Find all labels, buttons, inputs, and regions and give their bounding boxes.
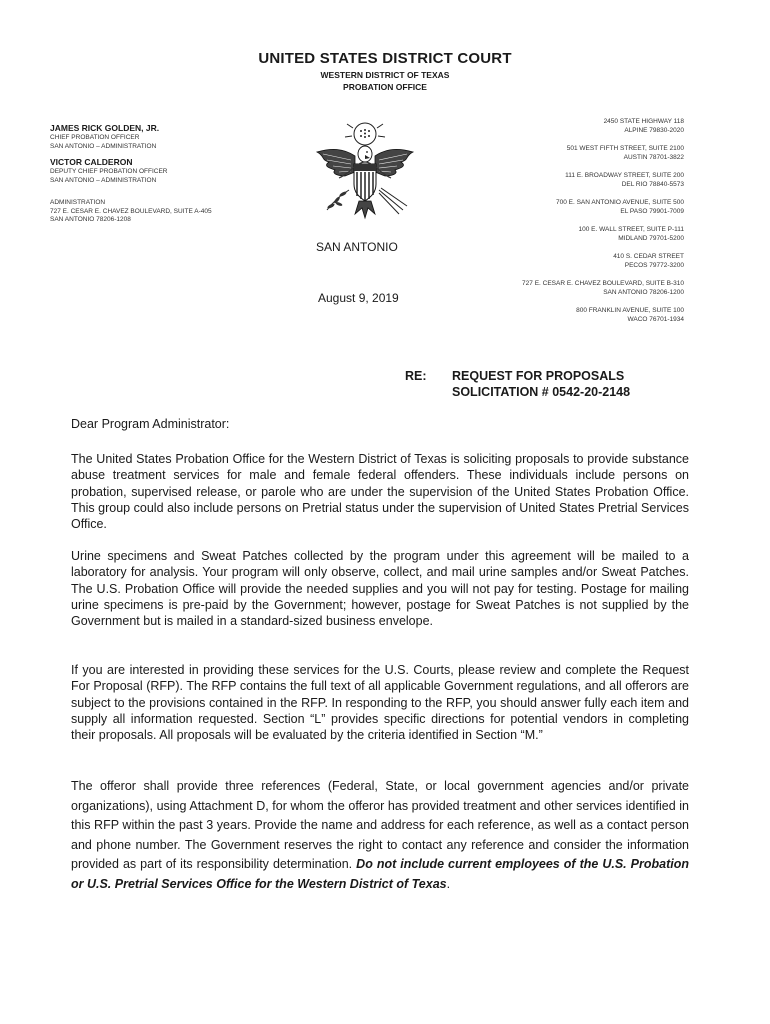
office-address-list [454,118,684,334]
official-name: VICTOR CALDERON [50,157,133,167]
re-subject-line2: SOLICITATION # 0542-20-2148 [452,385,631,399]
office-city-zip: EL PASO 79901-7009 [620,207,684,215]
office-address [454,280,684,297]
official-location: SAN ANTONIO – ADMINISTRATION [50,176,157,184]
official-location: SAN ANTONIO – ADMINISTRATION [50,142,157,150]
salutation: Dear Program Administrator: [71,417,230,431]
office-street: 100 E. WALL STREET, SUITE P-111 [578,226,684,233]
body-paragraph: Urine specimens and Sweat Patches collected by the program under this agreement will be mailed to a laboratory for analysis. Your program will only observe, collect, and mail urine samples and/or Sweat Patches. The U.S. Probation Office will provide the needed supplies and you will not pay for testing. Postage for mailing urine specimens is pre-paid by the Government; however, postage for Sweat Patches is not supplied by the Government but is mailed in a standard-sized business envelope. [71,549,689,629]
office-address [454,199,684,216]
admin-address-line1: 727 E. CESAR E. CHAVEZ BOULEVARD, SUITE A-405 [50,207,212,215]
office-city-zip: DEL RIO 78840-5573 [621,180,684,188]
office-street: 727 E. CESAR E. CHAVEZ BOULEVARD, SUITE B-310 [522,280,684,287]
office-street: 800 FRANKLIN AVENUE, SUITE 100 [576,307,684,314]
office-address [454,253,684,270]
re-subject-line1: REQUEST FOR PROPOSALS [452,369,625,383]
admin-address-line2: SAN ANTONIO 78206-1208 [50,216,131,223]
references-text: The offeror shall provide three references (Federal, State, or local government agencies and/or private organizations), using Attachment D, for whom the offeror has provided treatment and other services identified in this RFP within the past 3 years. Provide the name and address for each reference, as well as a contact person and phone number. The Government reserves the right to contact any reference and consider the information provided as part of its responsibility determination. [71,779,689,871]
office-city-zip: PECOS 79772-3200 [624,261,684,269]
references-paragraph [71,777,689,894]
office-city-zip: ALPINE 79830-2020 [624,126,684,134]
office-address [454,307,684,324]
office-street: 501 WEST FIFTH STREET, SUITE 2100 [566,145,684,152]
official-name: JAMES RICK GOLDEN, JR. [50,123,160,133]
re-label: RE: [405,369,427,383]
letter-date: August 9, 2019 [318,291,399,305]
office-city-zip: MIDLAND 79701-5200 [618,234,684,242]
office-address [454,172,684,189]
office-street: 410 S. CEDAR STREET [613,253,684,260]
office-address [454,226,684,243]
city-name: SAN ANTONIO [316,240,398,254]
office-city-zip: WACO 76701-1934 [627,315,684,323]
court-title: UNITED STATES DISTRICT COURT [258,50,512,67]
office-city-zip: AUSTIN 78701-3822 [623,153,684,161]
great-seal-eagle-icon [309,118,421,228]
official-title: DEPUTY CHIEF PROBATION OFFICER [50,168,168,175]
officials-block [50,123,280,225]
official-title: CHIEF PROBATION OFFICER [50,134,140,141]
office-address [454,145,684,162]
paragraph-end: . [446,876,451,891]
emphasis-text: Do not include current employees of the U.S. Probation or U.S. Pretrial Services Office for the Western District of Texas [71,857,689,891]
office-street: 2450 STATE HIGHWAY 118 [603,118,684,125]
office-address [454,118,684,135]
office-street: 700 E. SAN ANTONIO AVENUE, SUITE 500 [555,199,684,206]
office-name: PROBATION OFFICE [343,82,427,92]
body-paragraph: If you are interested in providing these services for the U.S. Courts, please review and complete the Request For Proposal (RFP). The RFP contains the full text of all applicable Government regulations, and all offerors are subject to the provisions contained in the RFP. In responding to the RFP, you should answer fully each item and supply all information requested. Section “L” provides specific directions for potential vendors in completing their proposals. All proposals will be evaluated by the criteria identified in Section “M.” [71,663,689,743]
admin-label: ADMINISTRATION [50,199,106,206]
office-street: 111 E. BROADWAY STREET, SUITE 200 [565,172,684,179]
district-name: WESTERN DISTRICT OF TEXAS [320,70,450,80]
office-city-zip: SAN ANTONIO 78206-1200 [603,288,684,296]
body-paragraph: The United States Probation Office for the Western District of Texas is soliciting proposals to provide substance abuse treatment services for male and female federal offenders. These individuals include persons on probation, supervised release, or parole who are under the supervision of the United States Probation Office. This group could also include persons on Pretrial status under the supervision of United States Pretrial Services Office. [71,452,689,532]
